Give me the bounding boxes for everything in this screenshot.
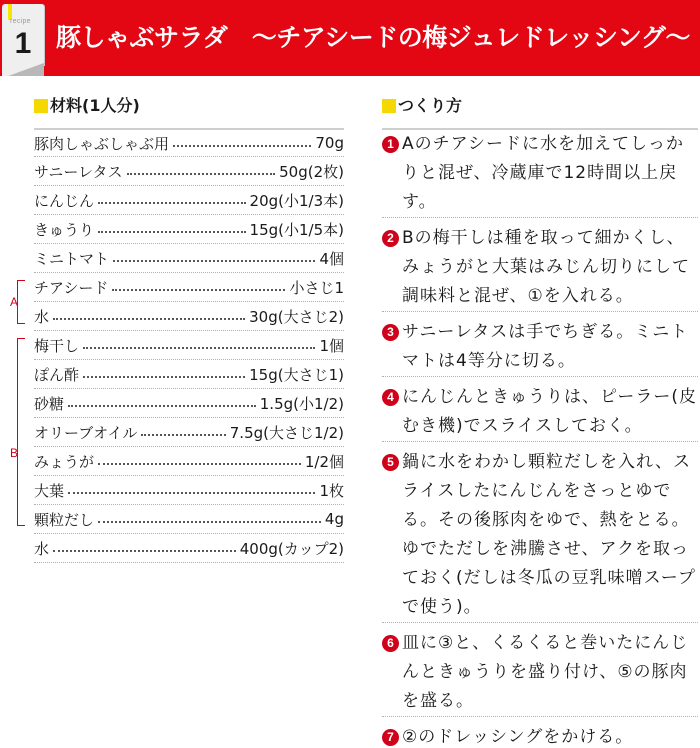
step-text: 皿に③と、くるくると巻いたにんじんときゅうりを盛り付け、⑤の豚肉を盛る。: [402, 633, 689, 711]
ingredient-name: オリーブオイル: [34, 423, 138, 442]
ingredient-row: [34, 476, 344, 505]
ingredient-amount: 小さじ1: [289, 278, 344, 297]
leader-dots: [141, 434, 225, 436]
ingredient-amount: 4g: [324, 510, 344, 528]
ingredient-amount: 30g(大さじ2): [249, 307, 344, 326]
step-number-badge: 7: [382, 729, 399, 746]
ingredient-row: [34, 331, 344, 360]
recipe-title: 豚しゃぶサラダ ～チアシードの梅ジュレドレッシング～: [56, 23, 690, 52]
ingredient-name: ミニトマト: [34, 249, 110, 268]
ingredient-name: 水: [34, 539, 50, 558]
step-text: 鍋に水をわかし顆粒だしを入れ、スライスしたにんじんをさっとゆでる。その後豚肉をゆで、熱をとる。ゆでただしを沸騰させ、アクを取っておく(だしは冬瓜の豆乳味噌スープで使う)。: [402, 452, 696, 617]
ingredient-name: 豚肉しゃぶしゃぶ用: [34, 134, 170, 153]
ingredient-row: [34, 418, 344, 447]
leader-dots: [98, 521, 321, 523]
step-item: [382, 723, 698, 748]
tab-fold-corner: [2, 62, 44, 76]
leader-dots: [112, 289, 285, 291]
ingredient-row: [34, 128, 344, 157]
group-b-label: B: [10, 446, 19, 460]
leader-dots: [68, 492, 315, 494]
step-text: Bの梅干しは種を取って細かくし、みょうがと大葉はみじん切りにして調味料と混ぜ、①を入れる。: [402, 228, 690, 306]
ingredient-amount: 1枚: [319, 481, 344, 500]
ingredient-name: チアシード: [34, 278, 109, 297]
step-text: サニーレタスは手でちぎる。ミニトマトは4等分に切る。: [402, 322, 689, 371]
ingredient-row: [34, 505, 344, 534]
ingredient-amount: 1/2個: [304, 452, 344, 471]
ingredient-row: [34, 215, 344, 244]
leader-dots: [98, 463, 301, 465]
ingredient-amount: 70g: [315, 134, 344, 152]
steps-heading: [382, 95, 462, 117]
ingredient-row: [34, 360, 344, 389]
ingredient-amount: 1個: [319, 336, 344, 355]
step-number-badge: 6: [382, 635, 399, 652]
yellow-square-icon: [34, 99, 48, 113]
ingredient-row: [34, 302, 344, 331]
ingredient-row: [34, 186, 344, 215]
ingredient-amount: 1.5g(小1/2): [259, 394, 344, 413]
steps-heading-text: つくり方: [398, 96, 463, 115]
ingredient-row: [34, 447, 344, 476]
ingredient-name: みょうが: [34, 452, 95, 471]
recipe-tab-label: recipe: [10, 18, 31, 25]
step-number-badge: 1: [382, 136, 399, 153]
step-item: [382, 629, 698, 717]
group-a-label: A: [10, 295, 19, 309]
ingredient-row: [34, 534, 344, 563]
step-item: [382, 318, 698, 377]
leader-dots: [53, 550, 236, 552]
leader-dots: [68, 405, 256, 407]
step-text: ②のドレッシングをかける。: [402, 727, 634, 747]
step-item: [382, 224, 698, 312]
step-item: [382, 128, 698, 218]
ingredients-heading: [34, 95, 140, 117]
ingredient-row: [34, 244, 344, 273]
ingredient-amount: 400g(カップ2): [239, 539, 344, 558]
leader-dots: [173, 145, 311, 147]
ingredient-amount: 15g(小1/5本): [249, 220, 344, 239]
step-number-badge: 2: [382, 230, 399, 247]
steps-list: [382, 128, 698, 748]
step-number-badge: 5: [382, 454, 399, 471]
ingredient-amount: 4個: [319, 249, 344, 268]
ingredient-name: サニーレタス: [34, 162, 123, 181]
yellow-square-icon: [382, 99, 396, 113]
group-a-bracket: [17, 280, 25, 324]
ingredient-amount: 50g(2枚): [279, 162, 344, 181]
ingredients-heading-text: 材料(1人分): [50, 96, 140, 115]
recipe-header-bar: [0, 0, 700, 76]
step-text: Aのチアシードに水を加えてしっかりと混ぜ、冷蔵庫で12時間以上戻す。: [402, 134, 684, 212]
leader-dots: [83, 376, 245, 378]
leader-dots: [83, 347, 315, 349]
ingredient-row: [34, 389, 344, 418]
ingredient-name: ぽん酢: [34, 365, 80, 384]
ingredient-name: 梅干し: [34, 336, 80, 355]
ingredient-name: 大葉: [34, 481, 65, 500]
ingredient-amount: 7.5g(大さじ1/2): [229, 423, 344, 442]
step-item: [382, 448, 698, 623]
leader-dots: [98, 202, 246, 204]
leader-dots: [98, 231, 246, 233]
ingredient-amount: 20g(小1/3本): [249, 191, 344, 210]
ingredient-name: 水: [34, 307, 50, 326]
ingredient-name: きゅうり: [34, 220, 95, 239]
leader-dots: [127, 173, 276, 175]
ingredients-list: [34, 128, 344, 563]
ingredient-name: にんじん: [34, 191, 95, 210]
ingredient-row: [34, 273, 344, 302]
ingredient-amount: 15g(大さじ1): [249, 365, 344, 384]
ingredient-name: 砂糖: [34, 394, 65, 413]
recipe-number-tab: [2, 4, 44, 66]
step-item: [382, 383, 698, 442]
ingredient-row: [34, 157, 344, 186]
step-number-badge: 4: [382, 389, 399, 406]
leader-dots: [113, 260, 315, 262]
recipe-number: 1: [14, 27, 32, 60]
leader-dots: [53, 318, 245, 320]
ingredient-name: 顆粒だし: [34, 510, 95, 529]
step-number-badge: 3: [382, 324, 399, 341]
step-text: にんじんときゅうりは、ピーラー(皮むき機)でスライスしておく。: [402, 387, 697, 436]
group-b-bracket: [17, 338, 25, 526]
